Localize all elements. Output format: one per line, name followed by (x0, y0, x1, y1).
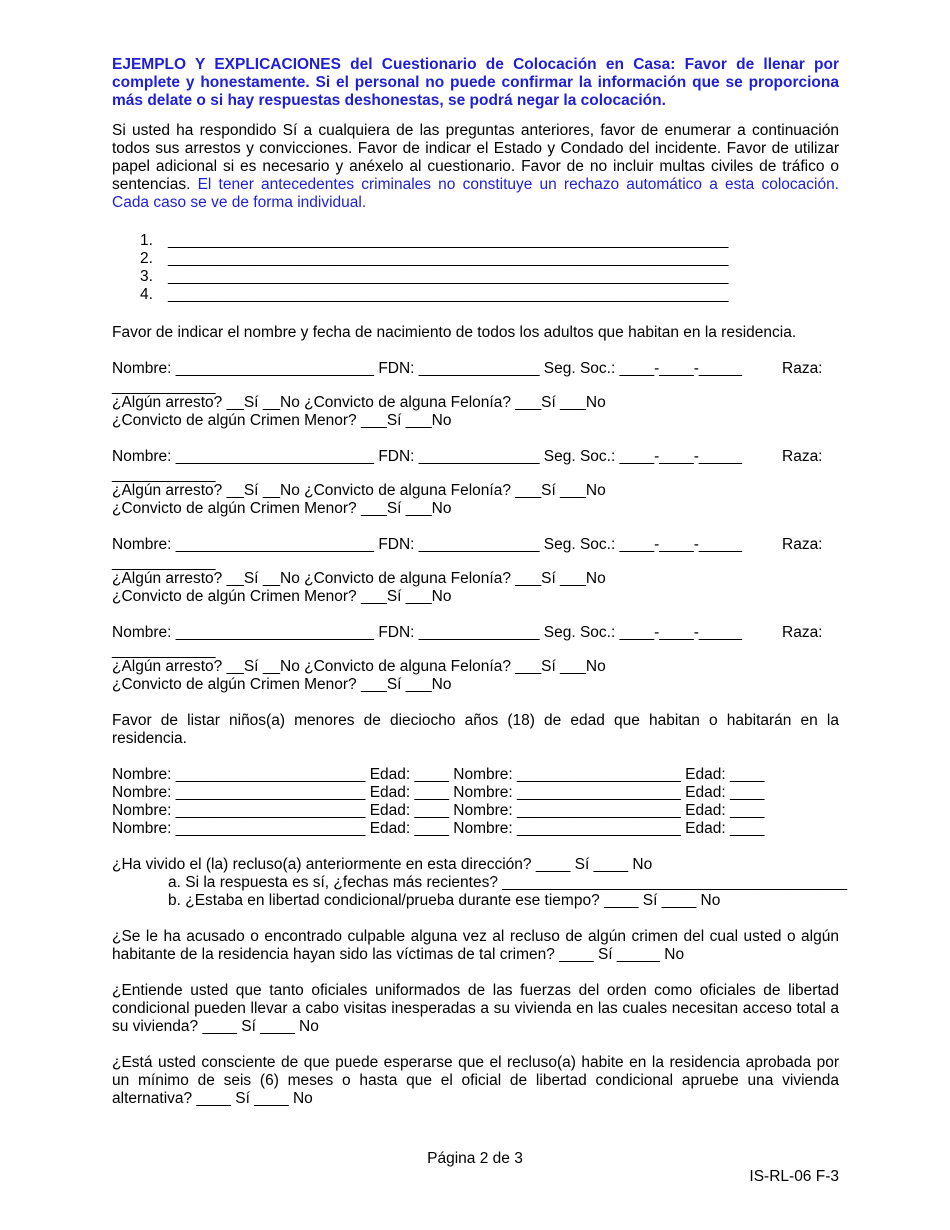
victim-question[interactable]: ¿Se le ha acusado o encontrado culpable alguna vez al recluso de algún crimen del cual usted o algún habitante de la residencia hayan sido las víctimas de tal crimen? ____ Sí _____ No (112, 928, 839, 963)
prior-address-question[interactable]: ¿Ha vivido el (la) recluso(a) anteriormente en esta dirección? ____ Sí ____ No (112, 856, 653, 873)
raza-blank[interactable]: ____________ (112, 466, 216, 483)
form-id: IS-RL-06 F-3 (749, 1168, 839, 1185)
arrest-question[interactable]: ¿Algún arresto? __Sí __No ¿Convicto de alguna Felonía? ___Sí ___No (112, 394, 606, 411)
child-row[interactable]: Nombre: ______________________ Edad: ____ Nombre: ___________________ Edad: ____ (112, 820, 765, 837)
raza-label: Raza: (782, 448, 823, 465)
arrest-list-item (140, 268, 839, 286)
arrest-number: 1. (140, 232, 153, 249)
raza-blank[interactable]: ____________ (112, 554, 216, 571)
minor-crime-question[interactable]: ¿Convicto de algún Crimen Menor? ___Sí ___No (112, 412, 452, 429)
arrest-number: 4. (140, 286, 153, 303)
arrest-line[interactable]: _________________________________________________________________ (168, 232, 729, 249)
arrest-list (140, 232, 839, 304)
child-row[interactable]: Nombre: ______________________ Edad: ____ Nombre: ___________________ Edad: ____ (112, 784, 765, 801)
form-page (112, 56, 848, 1108)
raza-blank[interactable]: ____________ (112, 642, 216, 659)
arrest-line[interactable]: _________________________________________________________________ (168, 250, 729, 267)
arrest-list-item (140, 286, 839, 304)
arrest-question[interactable]: ¿Algún arresto? __Sí __No ¿Convicto de alguna Felonía? ___Sí ___No (112, 570, 606, 587)
prior-address-dates[interactable]: a. Si la respuesta es sí, ¿fechas más recientes? ________________________________________ (168, 874, 848, 891)
adult-id-line[interactable]: Nombre: _______________________ FDN: ______________ Seg. Soc.: ____-____-_____ (112, 448, 742, 465)
minor-crime-question[interactable]: ¿Convicto de algún Crimen Menor? ___Sí ___No (112, 500, 452, 517)
residence-question[interactable]: ¿Está usted consciente de que puede esperarse que el recluso(a) habite en la residencia aprobada por un mínimo de seis (6) meses o hasta que el oficial de libertad condicional apruebe una vivienda alternativa? ____ Sí ____ No (112, 1054, 839, 1107)
arrest-line[interactable]: _________________________________________________________________ (168, 268, 729, 285)
adult-id-line[interactable]: Nombre: _______________________ FDN: ______________ Seg. Soc.: ____-____-_____ (112, 360, 742, 377)
prior-address-parole[interactable]: b. ¿Estaba en libertad condicional/prueba durante ese tiempo? ____ Sí ____ No (168, 892, 721, 909)
arrest-list-item (140, 250, 839, 268)
adult-id-line[interactable]: Nombre: _______________________ FDN: ______________ Seg. Soc.: ____-____-_____ (112, 536, 742, 553)
adult-block (112, 624, 839, 694)
raza-label: Raza: (782, 536, 823, 553)
page-number: Página 2 de 3 (427, 1150, 523, 1167)
arrest-question[interactable]: ¿Algún arresto? __Sí __No ¿Convicto de alguna Felonía? ___Sí ___No (112, 482, 606, 499)
raza-label: Raza: (782, 624, 823, 641)
minor-crime-question[interactable]: ¿Convicto de algún Crimen Menor? ___Sí ___No (112, 588, 452, 605)
arrest-question[interactable]: ¿Algún arresto? __Sí __No ¿Convicto de alguna Felonía? ___Sí ___No (112, 658, 606, 675)
raza-blank[interactable]: ____________ (112, 378, 216, 395)
child-row[interactable]: Nombre: ______________________ Edad: ____ Nombre: ___________________ Edad: ____ (112, 766, 765, 783)
visits-question[interactable]: ¿Entiende usted que tanto oficiales uniformados de las fuerzas del orden como oficiales de libertad condicional pueden llevar a cabo visitas inesperadas a su vivienda en las cuales necesitan acceso total a su vivienda? ____ Sí ____ No (112, 982, 839, 1035)
children-list (112, 766, 839, 838)
adult-block (112, 360, 839, 430)
adult-block (112, 448, 839, 518)
heading: EJEMPLO Y EXPLICACIONES del Cuestionario de Colocación en Casa: Favor de llenar por complete y honestamente. Si el personal no puede confirmar la información que se proporciona más delate o si hay respuestas deshonestas, se podrá negar la colocación. (112, 56, 839, 109)
arrests-intro (112, 122, 839, 212)
arrest-line[interactable]: _________________________________________________________________ (168, 286, 729, 303)
minor-crime-question[interactable]: ¿Convicto de algún Crimen Menor? ___Sí ___No (112, 676, 452, 693)
arrest-number: 2. (140, 250, 153, 267)
children-intro: Favor de listar niños(a) menores de dieciocho años (18) de edad que habitan o habitarán en la residencia. (112, 712, 839, 747)
adult-block (112, 536, 839, 606)
arrest-number: 3. (140, 268, 153, 285)
prior-address-section (112, 856, 848, 910)
child-row[interactable]: Nombre: ______________________ Edad: ____ Nombre: ___________________ Edad: ____ (112, 802, 765, 819)
arrest-list-item (140, 232, 839, 250)
arrests-intro-text: Si usted ha respondido Sí a cualquiera de las preguntas anteriores, favor de enumerar a continuación todos sus arrestos y convicciones. Favor de indicar el Estado y Condado del incidente. Favor de utilizar papel adicional si es necesario y anéxelo al cuestionario. Favor de no incluir multas civiles de tráfico o sentencias. (112, 122, 839, 193)
arrests-intro-note: El tener antecedentes criminales no constituye un rechazo automático a esta colocación. Cada caso se ve de forma individual. (112, 176, 839, 211)
raza-label: Raza: (782, 360, 823, 377)
adult-id-line[interactable]: Nombre: _______________________ FDN: ______________ Seg. Soc.: ____-____-_____ (112, 624, 742, 641)
adults-intro: Favor de indicar el nombre y fecha de nacimiento de todos los adultos que habitan en la residencia. (112, 324, 797, 341)
